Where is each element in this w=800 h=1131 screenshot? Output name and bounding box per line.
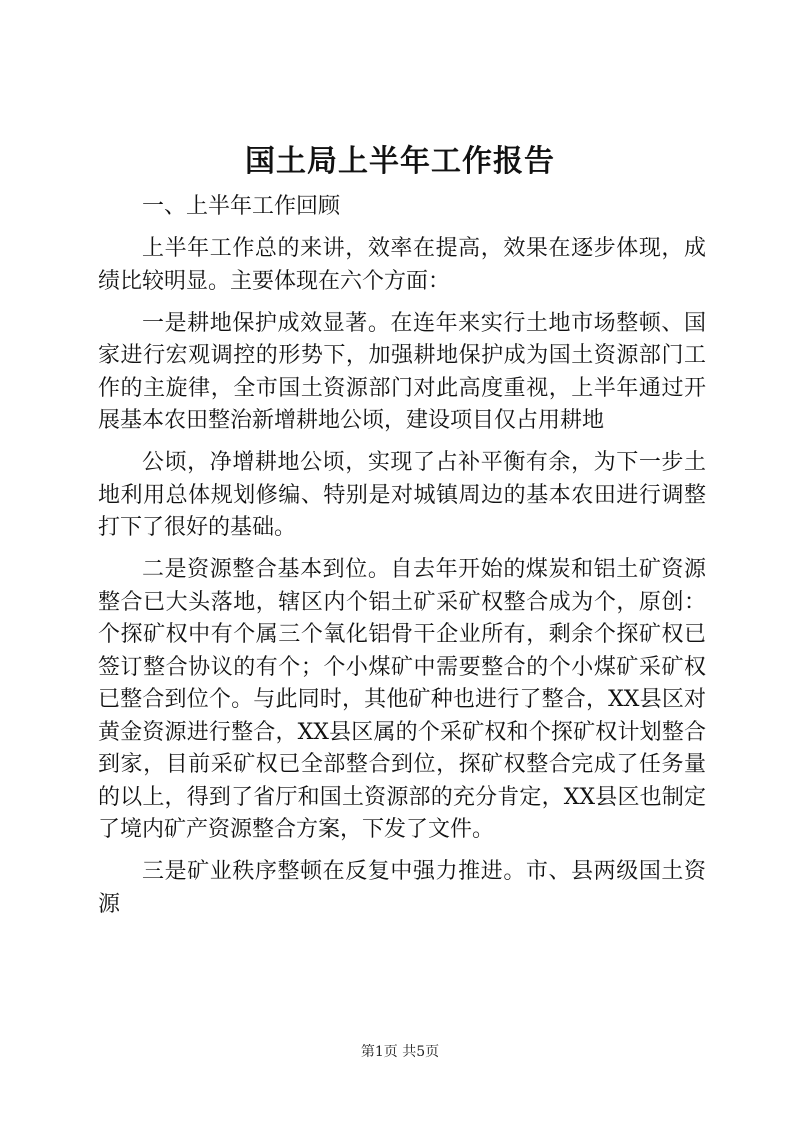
paragraph: 一是耕地保护成效显著。在连年来实行土地市场整顿、国家进行宏观调控的形势下，加强耕地保护成为国土资源部门工作的主旋律，全市国土资源部门对此高度重视，上半年通过开展基本农田整治新增耕地公顷，建设项目仅占用耕地 xyxy=(98,310,706,433)
paragraph: 二是资源整合基本到位。自去年开始的煤炭和铝土矿资源整合已大头落地，辖区内个铝土矿采矿权整合成为个，原创：个探矿权中有个属三个氧化铝骨干企业所有，剩余个探矿权已签订整合协议的有个；个小煤矿中需要整合的个小煤矿采矿权已整合到位个。与此同时，其他矿种也进行了整合，XX县区对黄金资源进行整合，XX县区属的个采矿权和个探矿权计划整合到家，目前采矿权已全部整合到位，探矿权整合完成了任务量的以上，得到了省厅和国土资源部的充分肯定，XX县区也制定了境内矿产资源整合方案，下发了文件。 xyxy=(98,557,706,842)
document-body xyxy=(98,191,706,921)
document-title: 国土局上半年工作报告 xyxy=(245,144,555,179)
page-footer: 第1页 共5页 xyxy=(360,1044,440,1060)
paragraph: 三是矿业秩序整顿在反复中强力推进。市、县两级国土资源 xyxy=(98,859,706,917)
paragraph: 公顷，净增耕地公顷，实现了占补平衡有余，为下一步土地利用总体规划修编、特别是对城镇周边的基本农田进行调整打下了很好的基础。 xyxy=(98,450,706,540)
section-heading: 一、上半年工作回顾 xyxy=(142,194,341,219)
paragraph: 上半年工作总的来讲，效率在提高，效果在逐步体现，成绩比较明显。主要体现在六个方面： xyxy=(98,236,706,294)
